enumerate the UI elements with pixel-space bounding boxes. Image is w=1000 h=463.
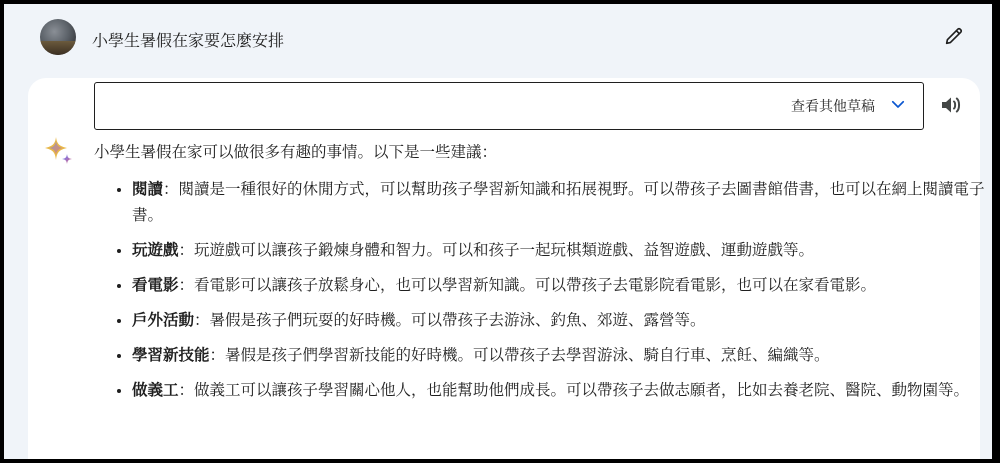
item-separator: ：	[178, 241, 195, 259]
item-term: 戶外活動	[132, 311, 195, 329]
item-text: 玩遊戲可以讓孩子鍛煉身體和智力。可以和孩子一起玩棋類遊戲、益智遊戲、運動遊戲等。	[194, 241, 815, 259]
item-term: 做義工	[132, 381, 179, 399]
item-text: 暑假是孩子們學習新技能的好時機。可以帶孩子去學習游泳、騎自行車、烹飪、編織等。	[225, 346, 830, 364]
edit-prompt-button[interactable]	[940, 24, 968, 52]
list-item	[132, 342, 988, 368]
prompt-header	[4, 4, 992, 74]
item-separator: ：	[194, 311, 210, 329]
user-avatar	[40, 19, 76, 55]
item-separator: ：	[209, 346, 226, 364]
item-text: 暑假是孩子們玩耍的好時機。可以帶孩子去游泳、釣魚、郊遊、露營等。	[209, 311, 706, 329]
item-text: 看電影可以讓孩子放鬆身心，也可以學習新知識。可以帶孩子去電影院看電影，也可以在家看電影。	[194, 276, 877, 294]
speaker-icon	[939, 93, 963, 121]
item-term: 看電影	[132, 276, 179, 294]
drafts-panel	[94, 82, 924, 130]
item-term: 玩遊戲	[132, 241, 179, 259]
item-separator: ：	[178, 276, 195, 294]
list-item	[132, 307, 988, 333]
item-term: 學習新技能	[132, 346, 210, 364]
list-item	[132, 237, 988, 263]
user-query: 小學生暑假在家要怎麼安排	[92, 31, 285, 50]
pencil-icon	[943, 25, 965, 51]
item-text: 閱讀是一種很好的休閒方式，可以幫助孩子學習新知識和拓展視野。可以帶孩子去圖書館借書，也可以在網上閱讀電子書。	[132, 180, 985, 224]
item-text: 做義工可以讓孩子學習關心他人，也能幫助他們成長。可以帶孩子去做志願者，比如去養老院、醫院、動物園等。	[194, 381, 970, 399]
list-item	[132, 377, 988, 403]
response-card	[28, 78, 985, 463]
sparkle-icon	[42, 135, 76, 169]
item-separator: ：	[178, 381, 195, 399]
list-item	[132, 176, 988, 228]
item-separator: ：	[163, 180, 179, 198]
suggestion-list	[102, 176, 988, 412]
chevron-down-icon	[889, 95, 907, 117]
view-other-drafts-label: 查看其他草稿	[791, 99, 875, 115]
response-intro: 小學生暑假在家可以做很多有趣的事情。以下是一些建議：	[94, 143, 498, 161]
view-other-drafts-button[interactable]	[791, 95, 907, 117]
list-item	[132, 272, 988, 298]
item-term: 閱讀	[132, 180, 164, 198]
read-aloud-button[interactable]	[938, 94, 964, 120]
